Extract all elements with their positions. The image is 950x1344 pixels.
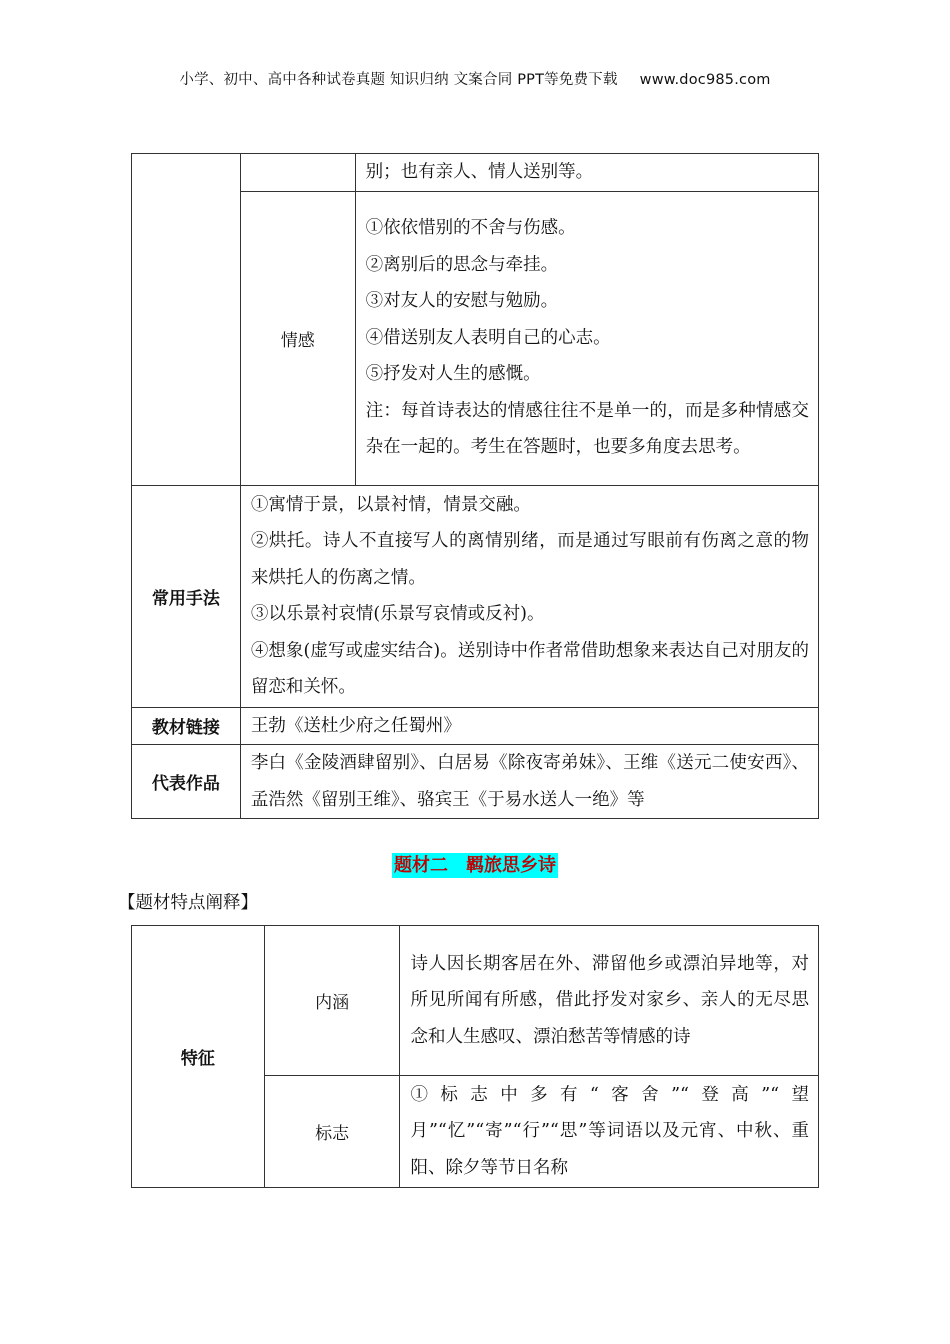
techniques-label: 常用手法 bbox=[132, 485, 241, 707]
section-subtitle: 【题材特点阐释】 bbox=[118, 893, 258, 913]
textbook-content: 王勃《送杜少府之任蜀州》 bbox=[240, 707, 818, 745]
marker-content: ①标志中多有“客舍”“登高”“望月”“忆”“寄”“行”“思”等词语以及元宵、中秋、重阳、除夕等节日名称 bbox=[400, 1076, 819, 1188]
section-title bbox=[0, 851, 950, 877]
emotion-label: 情感 bbox=[240, 191, 355, 485]
emotion-line: ⑤抒发对人生的感慨。 bbox=[365, 364, 541, 385]
marker-label: 标志 bbox=[264, 1076, 400, 1188]
technique-line: ①寓情于景，以景衬情，情景交融。 bbox=[250, 494, 531, 515]
technique-line: ③以乐景衬哀情(乐景写哀情或反衬)。 bbox=[250, 604, 545, 624]
page-header bbox=[0, 68, 950, 89]
emotion-line: ④借送别友人表明自己的心志。 bbox=[365, 327, 611, 348]
textbook-label: 教材链接 bbox=[132, 707, 241, 745]
emotion-line: ③对友人的安慰与勉励。 bbox=[365, 291, 559, 312]
farewell-poem-table bbox=[131, 153, 819, 819]
works-content: 李白《金陵酒肆留别》、白居易《除夜寄弟妹》、王维《送元二使安西》、孟浩然《留别王维》、骆宾王《于易水送人一绝》等 bbox=[240, 745, 818, 819]
works-label: 代表作品 bbox=[132, 745, 241, 819]
emotion-note: 注：每首诗表达的情感往往不是单一的，而是多种情感交杂在一起的。考生在答题时，也要多角度去思考。 bbox=[365, 400, 809, 458]
connotation-label: 内涵 bbox=[264, 926, 400, 1076]
connotation-content: 诗人因长期客居在外、滞留他乡或漂泊异地等，对所见所闻有所感，借此抒发对家乡、亲人的无尽思念和人生感叹、漂泊愁苦等情感的诗 bbox=[400, 926, 819, 1076]
header-url[interactable]: www.doc985.com bbox=[639, 72, 771, 88]
techniques-content bbox=[240, 485, 818, 707]
emotion-line: ①依依惜别的不舍与伤感。 bbox=[365, 218, 576, 239]
blank-category-cell bbox=[132, 154, 241, 486]
continued-text-cell: 别；也有亲人、情人送别等。 bbox=[355, 154, 818, 192]
emotion-content bbox=[355, 191, 818, 485]
emotion-line: ②离别后的思念与牵挂。 bbox=[365, 254, 559, 275]
technique-line: ②烘托。诗人不直接写人的离情别绪，而是通过写眼前有伤离之意的物来烘托人的伤离之情。 bbox=[250, 531, 809, 588]
blank-sub-cell bbox=[240, 154, 355, 192]
technique-line: ④想象(虚写或虚实结合)。送别诗中作者常借助想象来表达自己对朋友的留恋和关怀。 bbox=[250, 640, 809, 697]
homesick-poem-table bbox=[131, 925, 819, 1188]
header-text: 小学、初中、高中各种试卷真题 知识归纳 文案合同 PPT等免费下载 bbox=[179, 72, 618, 88]
feature-label: 特征 bbox=[132, 926, 265, 1188]
section-title-text: 题材二 羁旅思乡诗 bbox=[394, 855, 556, 876]
